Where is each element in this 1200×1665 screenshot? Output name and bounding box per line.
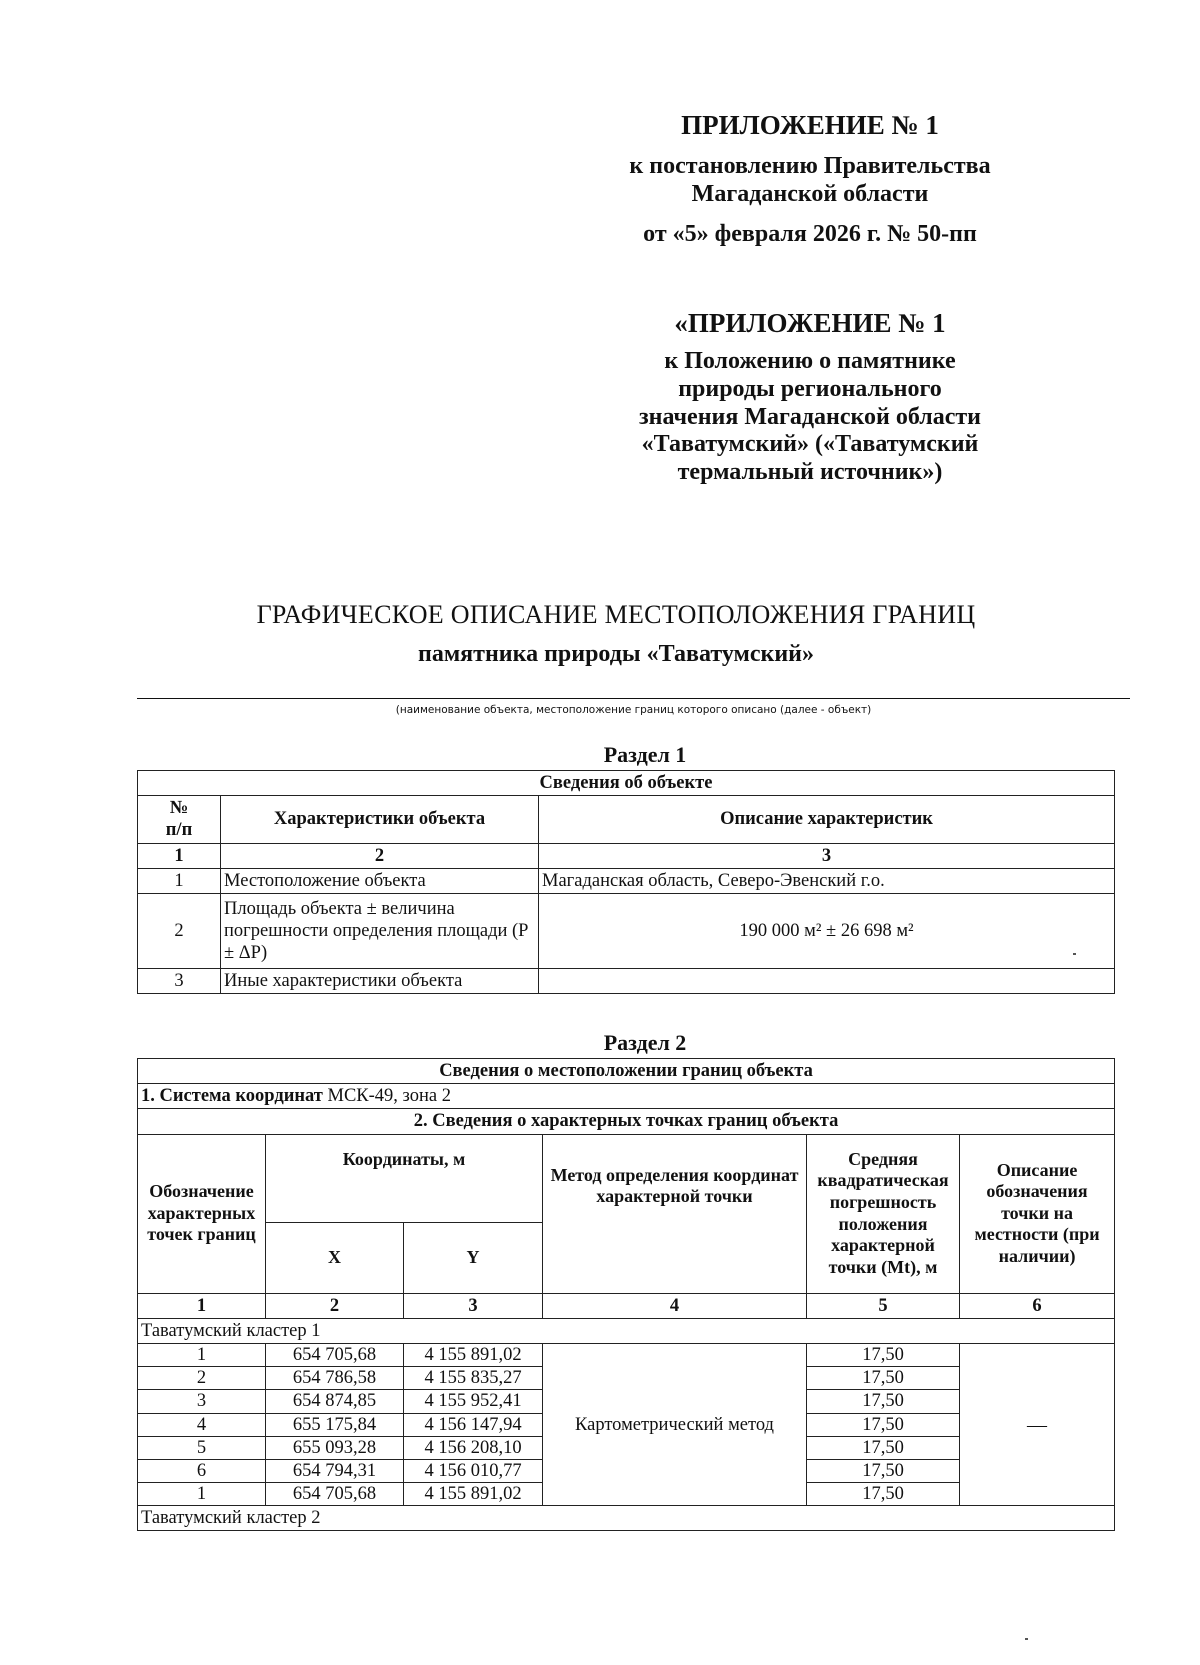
index-cell: 3 bbox=[404, 1293, 543, 1318]
appendix-header bbox=[580, 110, 1040, 249]
point-y: 4 155 891,02 bbox=[404, 1343, 543, 1366]
cluster-2-label: Таватумский кластер 2 bbox=[138, 1506, 1115, 1531]
coord-system-value: МСК-49, зона 2 bbox=[327, 1086, 451, 1107]
point-x: 654 705,68 bbox=[266, 1343, 404, 1366]
col-characteristics-header: Характеристики объекта bbox=[221, 796, 539, 843]
table-row bbox=[138, 968, 1115, 993]
table2-title: Сведения о местоположении границ объекта bbox=[138, 1059, 1115, 1084]
scan-speck bbox=[1073, 953, 1076, 955]
point-id: 3 bbox=[138, 1390, 266, 1413]
point-x: 655 093,28 bbox=[266, 1436, 404, 1459]
boundary-points-table bbox=[137, 1058, 1115, 1531]
index-cell: 1 bbox=[138, 1293, 266, 1318]
row-value bbox=[539, 968, 1115, 993]
col-mt-header: Средняя квадратическая погрешность положения характерной точки (Mt), м bbox=[807, 1134, 960, 1293]
point-id: 4 bbox=[138, 1413, 266, 1436]
title-underline bbox=[137, 698, 1130, 699]
point-x: 655 175,84 bbox=[266, 1413, 404, 1436]
point-y: 4 155 835,27 bbox=[404, 1367, 543, 1390]
cluster-1-label: Таватумский кластер 1 bbox=[138, 1318, 1115, 1343]
point-mt: 17,50 bbox=[807, 1436, 960, 1459]
row-name: Площадь объекта ± величина погрешности определения площади (P ± ΔP) bbox=[221, 893, 539, 968]
col-point-header: Обозначение характерных точек границ bbox=[138, 1134, 266, 1293]
point-id: 5 bbox=[138, 1436, 266, 1459]
section2-heading: Раздел 2 bbox=[603, 1030, 687, 1055]
row-num: 2 bbox=[138, 893, 221, 968]
inner-appendix-line3: значения Магаданской области bbox=[639, 403, 981, 430]
index-cell: 2 bbox=[266, 1293, 404, 1318]
table-row bbox=[138, 868, 1115, 893]
object-info-table bbox=[137, 770, 1115, 994]
table-row bbox=[138, 893, 1115, 968]
method-cell: Картометрический метод bbox=[543, 1343, 807, 1505]
point-x: 654 786,58 bbox=[266, 1367, 404, 1390]
appendix-line2: Магаданской области bbox=[691, 181, 929, 208]
point-y: 4 156 010,77 bbox=[404, 1459, 543, 1482]
point-mt: 17,50 bbox=[807, 1390, 960, 1413]
point-x: 654 705,68 bbox=[266, 1483, 404, 1506]
row-value: 190 000 м² ± 26 698 м² bbox=[539, 893, 1115, 968]
point-x: 654 874,85 bbox=[266, 1390, 404, 1413]
point-id: 1 bbox=[138, 1483, 266, 1506]
table1-title: Сведения об объекте bbox=[138, 771, 1115, 796]
point-y: 4 156 147,94 bbox=[404, 1413, 543, 1436]
point-id: 2 bbox=[138, 1367, 266, 1390]
underline-caption: (наименование объекта, местоположение границ которого описано (далее - объект) bbox=[395, 704, 872, 716]
inner-appendix-line1: к Положению о памятнике bbox=[664, 347, 956, 374]
col-num-header bbox=[138, 796, 221, 843]
col-x-header: X bbox=[266, 1222, 404, 1293]
inner-appendix-line2: природы регионального bbox=[678, 375, 942, 402]
point-description-cell: — bbox=[960, 1343, 1115, 1505]
col-description-header: Описание характеристик bbox=[539, 796, 1115, 843]
document-subtitle: памятника природы «Таватумский» bbox=[418, 641, 814, 667]
inner-appendix-title: «ПРИЛОЖЕНИЕ № 1 bbox=[674, 308, 946, 338]
col-method-header: Метод определения координат характерной точки bbox=[543, 1134, 807, 1293]
row-name: Местоположение объекта bbox=[221, 868, 539, 893]
row-num: 1 bbox=[138, 868, 221, 893]
point-mt: 17,50 bbox=[807, 1459, 960, 1482]
point-mt: 17,50 bbox=[807, 1367, 960, 1390]
appendix-date-line: от «5» февраля 2026 г. № 50-пп bbox=[643, 221, 977, 248]
inner-appendix-header bbox=[580, 308, 1040, 487]
point-mt: 17,50 bbox=[807, 1413, 960, 1436]
appendix-line1: к постановлению Правительства bbox=[629, 152, 991, 179]
point-x: 654 794,31 bbox=[266, 1459, 404, 1482]
col-y-header: Y bbox=[404, 1222, 543, 1293]
points-section-title: 2. Сведения о характерных точках границ объекта bbox=[138, 1109, 1115, 1134]
index-cell: 6 bbox=[960, 1293, 1115, 1318]
point-y: 4 156 208,10 bbox=[404, 1436, 543, 1459]
row-name: Иные характеристики объекта bbox=[221, 968, 539, 993]
index-cell: 4 bbox=[543, 1293, 807, 1318]
section1-heading: Раздел 1 bbox=[603, 742, 687, 767]
col-num-line1: № bbox=[169, 798, 189, 819]
point-id: 1 bbox=[138, 1343, 266, 1366]
col-desc-header: Описание обозначения точки на местности (при наличии) bbox=[960, 1134, 1115, 1293]
col-num-line2: п/п bbox=[165, 820, 193, 841]
inner-appendix-line5: термальный источник») bbox=[677, 459, 943, 486]
scan-speck bbox=[1025, 1638, 1028, 1640]
point-mt: 17,50 bbox=[807, 1343, 960, 1366]
col-coords-header: Координаты, м bbox=[266, 1134, 543, 1222]
appendix-title: ПРИЛОЖЕНИЕ № 1 bbox=[681, 110, 939, 140]
index-cell: 3 bbox=[539, 843, 1115, 868]
row-num: 3 bbox=[138, 968, 221, 993]
inner-appendix-line4: «Таватумский» («Таватумский bbox=[641, 431, 979, 458]
point-id: 6 bbox=[138, 1459, 266, 1482]
point-y: 4 155 891,02 bbox=[404, 1483, 543, 1506]
point-y: 4 155 952,41 bbox=[404, 1390, 543, 1413]
coord-system-label: 1. Система координат bbox=[141, 1086, 323, 1107]
index-cell: 1 bbox=[138, 843, 221, 868]
document-title: ГРАФИЧЕСКОЕ ОПИСАНИЕ МЕСТОПОЛОЖЕНИЯ ГРАНИЦ bbox=[256, 600, 976, 629]
coordinate-system-row bbox=[138, 1084, 1115, 1109]
table-row bbox=[138, 1343, 1115, 1366]
row-value: Магаданская область, Северо-Эвенский г.о. bbox=[539, 868, 1115, 893]
index-cell: 5 bbox=[807, 1293, 960, 1318]
point-mt: 17,50 bbox=[807, 1483, 960, 1506]
index-cell: 2 bbox=[221, 843, 539, 868]
